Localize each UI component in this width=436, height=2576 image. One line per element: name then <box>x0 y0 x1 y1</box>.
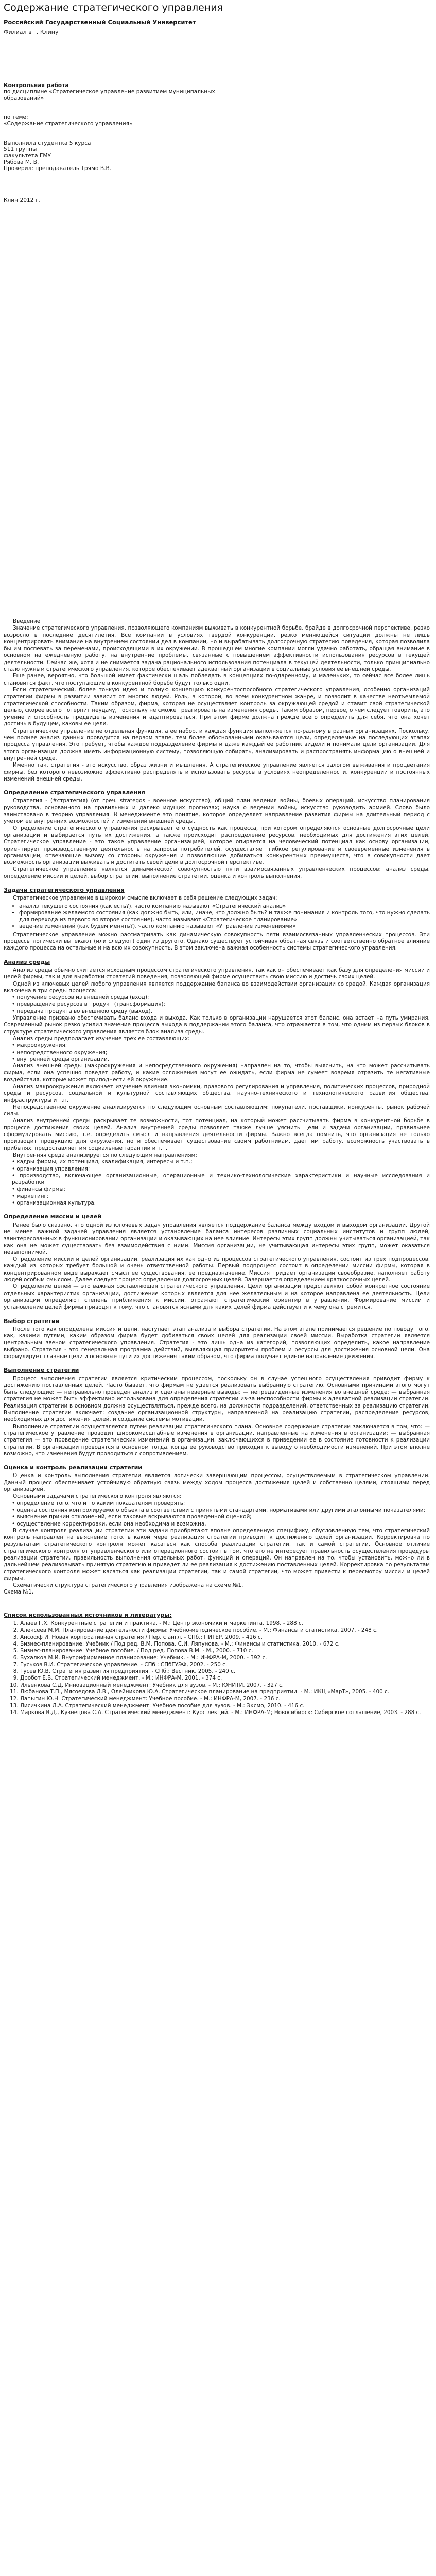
section-heading: Выбор стратегии <box>4 1317 60 1325</box>
section-heading: Анализ среды <box>4 958 50 965</box>
bullet-item: • получение ресурсов из внешней среды (вход); <box>12 994 149 1001</box>
bullet-item: • передача продукта во внешнюю среду (выход). <box>12 1008 153 1014</box>
paragraph: Определение миссии и целей организации, реализация их как одно из процессов стратегического управления, состоит из трех подпроцессов, каждый из которых требует большой и очень ответственной работы. Первый подпроцесс состоит в определении миссии фирмы, которая в концентрированном виде выражает смысл ее существования, ее предназначение. Миссия придает организации своеобразие, наполняет работу людей особым смыслом. Далее следует процесс определения долгосрочных целей. Завершается определением краткосрочных целей. <box>4 1256 430 1283</box>
paragraph: Схематически структура стратегического управления изображена на схеме №1. <box>13 1582 243 1589</box>
paragraph: Управление призвано обеспечивать баланс входа и выхода. Как только в организации нарушается этот баланс, она встает на путь умирания. Современный рынок резко усилил значение процесса выхода в поддержании этого баланса, что отражается в том, что одним из первых блоков в структуре стратегического управления является блок анализа среды. <box>4 1015 430 1035</box>
paragraph: Непосредственное окружение анализируется по следующим основным составляющим: покупатели, поставщики, конкуренты, рынок рабочей силы. <box>4 1104 430 1117</box>
bullet-item: • превращение ресурсов в продукт (трансформация); <box>12 1001 166 1008</box>
scheme-caption: Схема №1. <box>4 1589 34 1596</box>
university-name: Российский Государственный Социальный Университет <box>4 19 196 26</box>
paragraph: Именно так, стратегия - это искусство, образ жизни и мышления. А стратегическое управление является залогом выживания и процветания фирмы, без которого невозможно эффективно распределять и использовать ресурсы в условиях неопределенности, конкуренции и постоянных изменений внешней среды. <box>4 762 430 782</box>
bullet-item: • организационная культура. <box>12 1200 96 1207</box>
document-body <box>4 618 430 1716</box>
title-page-line: факультета ГМУ <box>4 152 51 159</box>
paragraph: Процесс выполнения стратегии является критическим процессом, поскольку он в случае успешного осуществления приводит фирму к достижению поставленных целей. Часто бывает, что фирмам не удается реализовать выбранную стратегию. Основными причинами этого могут быть следующие: — неправильно проведен анализ и сделаны неверные выводы; — непредвиденные изменения во внешней среде; — выбранная стратегия не может быть эффективно использована для определения стратегии из-за неспособности фирмы к адекватной реализации стратегии. Реализация стратегии в основном должна осуществляться, прежде всего, на должности подразделений, ответственных за реализацию стратегии. Выполнение стратегии включает: создание организационной структуры, направленной на реализацию стратегии, распределение ресурсов, необходимых для достижения целей, и создание системы мотивации. <box>4 1375 430 1423</box>
paragraph: Стратегическое управление не отдельная функция, а ее набор, и каждая функция выполняется по-разному в разных организациях. Поскольку, чем полнее анализ данных проводится на первом этапе, тем более обоснованными оказываются цели, определяемые на последующих этапах процесса управления. Это требует, чтобы каждое подразделение фирмы и даже каждый ее работник видели и понимали цели организации. Для этого организация должна иметь информационную систему, позволяющую собирать, анализировать и распространять информацию о внешней и внутренней среде. <box>4 727 430 761</box>
reference-item: 5. Бизнес-планирование: Учебное пособие. / Под ред. Попова В.М. - М., 2000. - 710 с. <box>20 1648 430 1654</box>
paragraph: Анализ среды предполагает изучение трех ее составляющих: <box>13 1035 190 1042</box>
paragraph: Стратегическое управление можно рассматривать как динамическую совокупность пяти взаимосвязанных управленческих процессов. Эти процессы логически вытекают (или следуют) один из другого. Однако существует устойчивая обратная связь и соответственно обратное влияние каждого процесса на остальные и на всю их совокупность. В этом заключена важная особенность системы стратегического управления. <box>4 931 430 952</box>
paragraph: Определение целей — это важная составляющая стратегического управления. Цели организации представляют собой конкретное состояние отдельных характеристик организации, достижение которых является для нее желательным и на которое направлена ее деятельность. Цели организации определяют степень приближения к миссии, отражают стратегический ориентир в управлении. Формирование миссии и установление целей фирмы приводят к тому, что становятся ясными для каких целей фирма действует и к чему она стремится. <box>4 1283 430 1311</box>
bullet-item: • выяснение причин отклонений, если таковые вскрываются проведенной оценкой; <box>12 1514 252 1520</box>
title-page-line: образований» <box>4 95 44 101</box>
reference-item: 6. Бухалков М.И. Внутрифирменное планирование: Учебник. - М.: ИНФРА-М, 2000. - 392 с. <box>20 1655 430 1662</box>
section-heading: Определение миссии и целей <box>4 1213 102 1221</box>
paragraph: Стратегия - (#стратегия) (от греч. strategos - военное искусство), общий план ведения войны, боевых операций, искусство планирования руководства, основанного на правильных и далеко идущих прогнозах; наука о ведении войны, искусство руководить армией. Слово было заимствовано в теорию управления. В менеджменте это понятие, которое определяет направление развития фирмы на длительный период с учетом ее внутренних возможностей и изменений внешней среды. <box>4 798 430 825</box>
paragraph: Выполнение стратегии осуществляется путем реализации стратегического плана. Основное содержание стратегии заключается в том, что: — стратегическое управление проводит широкомасштабные изменения в организации, направленные на изменения в организации; — выбранная стратегия — это проведение стратегических изменений в организации, заключающихся в приведении ее в состояние готовности к реализации стратегии. В организации проводятся в основном тогда, когда ее руководство приходит к выводу о необходимости изменений. При этом вполне возможно, что изменения будут проводиться с сопротивлением. <box>4 1423 430 1457</box>
list-item: • ведение изменений (как будем менять?), часто компанию называют «Управление изменениями» <box>19 923 430 930</box>
branch-name: Филиал в г. Клину <box>4 29 59 36</box>
reference-item: 3. Ансофф И. Новая корпоративная стратегия / Пер. с англ. - СПб.: ПИТЕР, 2009. - 416 с. <box>20 1634 430 1641</box>
paragraph: Ранее было сказано, что одной из ключевых задач управления является поддержание баланса между входом и выходом организации. Другой не менее важной задачей управления является установление баланса интересов различных социальных институтов и групп людей, заинтересованных в функционировании организации и оказывающих на нее влияние. Интересы этих групп должны учитываться организацией, так как она не может существовать без взаимодействия с ними. Миссия организации, не учитывающая интересы этих групп, может оказаться невыполнимой. <box>4 1222 430 1256</box>
paragraph: Внутренняя среда анализируется по следующим направлениям: <box>13 1151 197 1158</box>
title-page-line: по теме: <box>4 114 28 121</box>
paragraph: Одной из ключевых целей любого управления является поддержание баланса во взаимодействии организации со средой. Каждая организация включена в три среды процесса: <box>4 980 430 994</box>
section-heading: Оценка и контроль реализации стратегии <box>4 1464 143 1471</box>
bullet-item: • кадры фирмы, их потенциал, квалификация, интересы и т.п.; <box>12 1159 193 1165</box>
reference-item: 1. Алаев Г.Х. Конкурентные стратегии и практика. - М.: Центр экономики и маркетинга, 1998. - 288 с. <box>20 1620 430 1627</box>
title-page-line: Рябова М. В. <box>4 159 39 165</box>
paragraph: Оценка и контроль выполнения стратегии является логически завершающим процессом, осуществляемым в стратегическом управлении. Данный процесс обеспечивает устойчивую обратную связь между ходом процесса достижения целей и собственно целями, стоящими перед организацией. <box>4 1472 430 1493</box>
paragraph: Анализ внешней среды (макроокружения и непосредственного окружения) направлен на то, чтобы выяснить, на что может рассчитывать фирма, если она успешно поведет работу, и какие осложнения могут ее ожидать, если фирма не сумеет вовремя отразить те негативные воздействия, которые может приподнести ей окружение. <box>4 1063 430 1083</box>
paragraph: Стратегическое управление в широком смысле включает в себя решение следующих задач: <box>13 895 277 902</box>
reference-item: 9. Дробот Е.В. Стратегический менеджмент. - М.: ИНФРА-М, 2001. - 374 с. <box>20 1675 430 1682</box>
title-page-line: Контрольная работа <box>4 82 69 89</box>
bullet-item: • производство, включающее организационные, операционные и технико-технологические характеристики и научные исследования и разработки <box>12 1172 430 1186</box>
bullet-item: • осуществление корректировки, если она необходима и возможна. <box>12 1520 206 1527</box>
section-heading: Выполнение стратегии <box>4 1367 79 1374</box>
bullet-item: • маркетинг; <box>12 1193 49 1199</box>
reference-item: 2. Алексеев М.М. Планирование деятельности фирмы: Учебно-методическое пособие. - М.: Финансы и статистика, 2007. - 248 с. <box>20 1627 430 1634</box>
title-page-line: по дисциплине «Стратегическое управление развитием муниципальных <box>4 89 215 95</box>
paragraph: Значение стратегического управления, позволяющего компаниям выживать в конкурентной борьбе, брайде в долгосрочной перспективе, резко возросло в последние десятилетия. Все компании в условиях твердой конкуренции, резко меняющейся ситуации должны не лишь концентрировать внимание на внутреннем состоянии дел в компании, но и вырабатывать долгосрочную стратегию поведения, которая позволила бы им поспевать за переменами, происходящими в их окружении. В прошедшем многие компании могли удачно работать, обращая внимание в основном на ежедневную работу, на внутренние проблемы, связанные с повышением эффективности использования ресурсов в текущей деятельности. Сейчас же, хотя и не снимается задача рационального использования потенциала в текущей деятельности, только принципиально стало нужным стратегического управления, которое обеспечивает адекватный организации в социальные условия её внешней среды. <box>4 625 430 673</box>
title-page-line: Проверил: преподаватель Трямо В.В. <box>4 165 112 172</box>
paragraph: Основными задачами стратегического контроля являются: <box>13 1493 182 1500</box>
reference-item: 4. Бизнес-планирование: Учебник / Под ред. В.М. Попова, С.И. Ляпунова. - М.: Финансы и статистика, 2010. - 672 с. <box>20 1641 430 1648</box>
paragraph: После того как определены миссия и цели, наступает этап анализа и выбора стратегии. На этом этапе принимается решение по поводу того, как, какими путями, каким образом фирма будет добиваться своих целей для реализации своей миссии. Выработка стратегии является центральным звеном стратегического управления. Стратегия - это лишь одна из категорий, позволяющих определить, какое направление выбрано. Стратегия - это генеральная программа действий, выявляющая приоритеты проблем и ресурсы для достижения основной цели. Она формулирует главные цели и основные пути их достижения таким образом, что фирма получает единое направление движения. <box>4 1326 430 1360</box>
bullet-item: • определение того, что и по каким показателям проверять; <box>12 1500 185 1506</box>
page-title: Содержание стратегического управления <box>4 2 223 13</box>
section-heading: Определение стратегического управления <box>4 789 145 796</box>
list-item: • анализ текущего состояния (как есть?), часто компанию называют «Стратегический анализ» <box>19 903 430 910</box>
reference-item: 13. Лисичкина Л.А. Стратегический менеджмент: Учебное пособие для вузов. - М.: Эксмо, 2010. - 416 с. <box>20 1703 430 1709</box>
reference-item: 14. Маркова В.Д., Кузнецова С.А. Стратегический менеджмент: Курс лекций. - М.: ИНФРА-М; Новосибирск: Сибирское соглашение, 2003. - 288 с. <box>20 1709 430 1716</box>
paragraph: Введение <box>13 618 41 624</box>
title-page-line: Клин 2012 г. <box>4 197 40 204</box>
task-list <box>4 903 430 930</box>
paragraph: Определение стратегического управления раскрывает его сущность как процесса, при котором определяются основные долгосрочные цели организации и выбирается путь их достижения, а также происходит распределение ресурсов, необходимых для достижения этих целей. Стратегическое управление - это такое управление организацией, которое опирается на человеческий потенциал как основу организации, ориентирует производственную деятельность на запросы потребителей, осуществляет гибкое регулирование и своевременные изменения в организации, отвечающие вызову со стороны окружения и позволяющие добиваться конкурентных преимуществ, что в совокупности дает возможность организации выживать и достигать своей цели в долгосрочной перспективе. <box>4 825 430 866</box>
bullet-item: • непосредственного окружения; <box>12 1049 108 1056</box>
reference-item: 10. Ильенкова С.Д. Инновационный менеджмент: Учебник для вузов. - М.: ЮНИТИ, 2007. - 327 с. <box>20 1682 430 1689</box>
section-heading: Задачи стратегического управления <box>4 886 125 893</box>
references-title: Список использованных источников и литературы: <box>4 1611 172 1618</box>
paragraph: Анализ внутренней среды раскрывает те возможности, тот потенциал, на который может рассчитывать фирма в конкурентной борьбе в процессе достижения своих целей. Анализ внутренней среды позволяет также лучше уяснить цели и задачи организации, правильнее сформулировать миссию, т.е. определить смысл и направления деятельности фирмы. Важно всегда помнить, что организация не только производит продукцию для окружения, но и обеспечивает существование своим работникам, дает им работу, возможность участвовать в прибылях, предоставляет им социальные гарантии и т.п. <box>4 1117 430 1151</box>
list-item: • формирование желаемого состояния (как должно быть, или, иначе, что должно быть? и также понимания и контроль того, что нужно сделать для перехода из первого во второе состояние), часто называют «Стратегическое планирование» <box>19 910 430 924</box>
title-page-line: «Содержание стратегического управления» <box>4 121 133 127</box>
title-page-line: 511 группы <box>4 146 37 152</box>
reference-item: 8. Гусев Ю.В. Стратегия развития предприятия. - СПб.: Вестник, 2005. - 240 с. <box>20 1668 430 1675</box>
paragraph: Если стратегический, более тонкую идею и полную концепцию конкурентоспособного стратегического управления, особенно организаций стратегии фирмы в развитии зависит от многих людей. Роль, в которой, во всем конкурентном жанре, и позволит в качестве неотъемлемой стратегической способности. Таким образом, фирма, которая не осуществляет контроль за окружающей средой и ставит свой стратегической целью, скорее всего потерпит неудачу, поскольку не сможет реагировать на изменения среды. Таким образом, первое, о чем следует говорить, это умение и способность предвидеть изменения и адаптироваться. При этом фирме должна прежде всего определить для себя, что она хочет достичь в будущем, каковы ее цели. <box>4 686 430 727</box>
paragraph: Анализ макроокружения включает изучение влияния экономики, правового регулирования и управления, политических процессов, природной среды и ресурсов, социальной и культурной составляющих общества, научно-технического и технологического развития общества, инфраструктуры и т.п. <box>4 1083 430 1104</box>
bullet-item: • макроокружения; <box>12 1042 67 1049</box>
reference-item: 12. Лапыгин Ю.Н. Стратегический менеджмент: Учебное пособие. - М.: ИНФРА-М, 2007. - 236 с. <box>20 1696 430 1702</box>
bullet-item: • оценка состояния контролируемого объекта в соответствии с принятыми стандартами, нормативами или другими эталонными показателями; <box>12 1506 426 1513</box>
reference-item: 7. Гуськов В.И. Стратегическое управление. - СПб.: СПбГУЭФ, 2002. - 250 с. <box>20 1662 430 1668</box>
paragraph: Еще ранее, вероятно, что большой имеет фактически шаль побледать в концепциях по-одаренному, и маленьких, то сейчас все более лишь становится факт, что поступающие в конкурентной борьбе будут только одни. <box>4 673 430 686</box>
title-page-line: Выполнила студентка 5 курса <box>4 140 91 146</box>
paragraph: Стратегическое управление является динамической совокупностью пяти взаимосвязанных управленческих процессов: анализ среды, определение миссии и целей, выбор стратегии, выполнение стратегии, оценка и контроль выполнения. <box>4 866 430 879</box>
bullet-item: • организация управления; <box>12 1165 90 1172</box>
paragraph: В случае контроля реализации стратегии эти задачи приобретают вполне определенную специфику, обусловленную тем, что стратегический контроль направлен на выяснение того, в какой мере реализация стратегии приводит к достижению целей организации. Корректировка по результатам стратегического контроля может касаться как способа реализации стратегии, так и самой стратегии. Основное отличие стратегического контроля от управленческого или операционного состоит в том, что его не интересует правильность осуществления процедуры реализации стратегии, правильность выполнения отдельных работ, функций и операций. Он направлен на то, чтобы установить, можно ли в дальнейшем реализовывать принятую стратегию и приведет ли ее реализация к достижению поставленных целей. Корректировка по результатам стратегического контроля может касаться как реализации стратегии, так и самой стратегии, что может привести к пересмотру миссии и целей фирмы. <box>4 1527 430 1582</box>
references-list <box>4 1620 430 1716</box>
reference-item: 11. Любанова Т.П., Мясоедова Л.В., Олейникова Ю.А. Стратегическое планирование на предприятии. - М.: ИКЦ «МарТ», 2005. - 400 с. <box>20 1689 430 1696</box>
paragraph: Анализ среды обычно считается исходным процессом стратегического управления, так как он обеспечивает как базу для определения миссии и целей фирмы, так и для выработки стратегий поведения, позволяющей фирме осуществить свою миссию и достичь своих целей. <box>4 967 430 980</box>
bullet-item: • финансы фирмы; <box>12 1186 66 1193</box>
bullet-item: • внутренней среды организации. <box>12 1056 110 1062</box>
